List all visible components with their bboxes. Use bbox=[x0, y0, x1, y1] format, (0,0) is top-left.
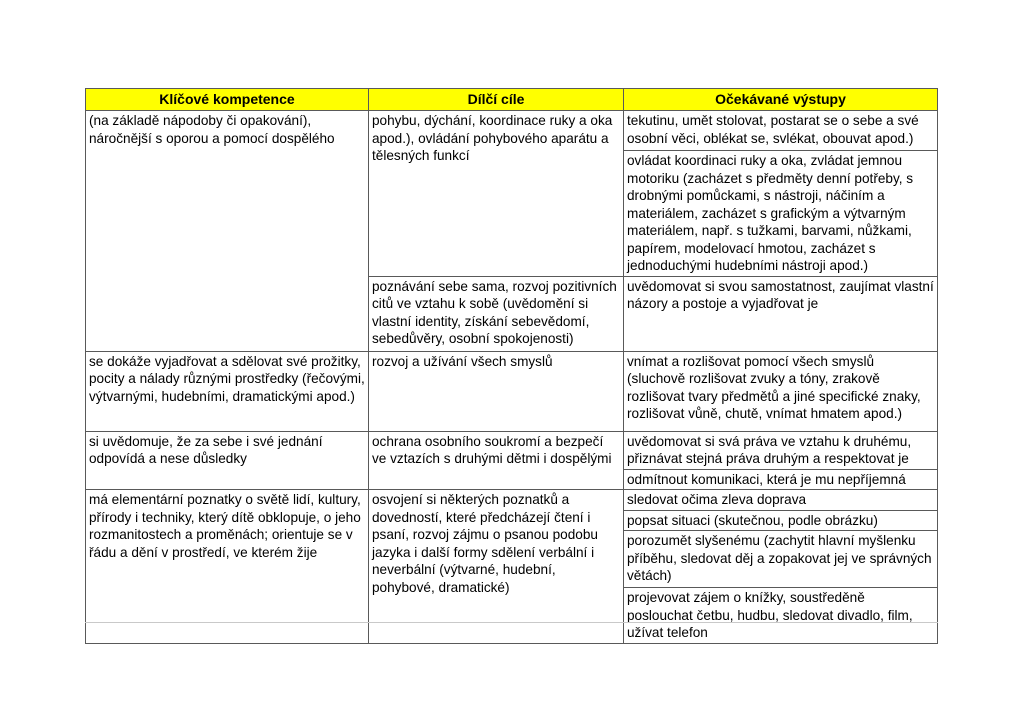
cell-cil-cteni-psani: osvojení si některých poznatků a dovedností, které předcházejí čtení i psaní, rozvoj zájmu o psanou podobu jazyka i další formy sdělení verbální i neverbální (výtvarné, hudební, pohybové, dramatické) bbox=[369, 490, 624, 644]
column-header-dilci-cile: Dílčí cíle bbox=[369, 89, 624, 111]
cell-vystup-sva-prava: uvědomovat si svá práva ve vztahu k druhému, přiznávat stejná práva druhým a respektovat je bbox=[624, 431, 938, 469]
cell-vystup-sledovat-ocima: sledovat očima zleva doprava bbox=[624, 490, 938, 511]
table-row bbox=[86, 431, 938, 469]
cell-vystup-koordinace-ruky-oka: ovládat koordinaci ruky a oka, zvládat jemnou motoriku (zacházet s předměty denní potřeby, s drobnými pomůckami, s nástroji, náčiním a materiálem, zacházet s grafickým a výtvarným materiálem, např. s tužkami, barvami, nůžkami, papírem, modelovací hmotou, zacházet s jednoduchými hudebními nástroji apod.) bbox=[624, 151, 938, 277]
table-row bbox=[86, 351, 938, 431]
next-page-row-faint-border bbox=[85, 622, 938, 623]
cell-kompetence-dusledky: si uvědomuje, že za sebe i své jednání odpovídá a nese důsledky bbox=[86, 431, 369, 490]
cell-vystup-popsat-situaci: popsat situaci (skutečnou, podle obrázku) bbox=[624, 510, 938, 531]
cell-cil-ochrana-soukromi: ochrana osobního soukromí a bezpečí ve vztazích s druhými dětmi i dospělými bbox=[369, 431, 624, 490]
column-header-ocekavane-vystupy: Očekávané výstupy bbox=[624, 89, 938, 111]
cell-vystup-samostatnost: uvědomovat si svou samostatnost, zaujímat vlastní názory a postoje a vyjadřovat je bbox=[624, 276, 938, 351]
cell-vystup-vnimani-smysly: vnímat a rozlišovat pomocí všech smyslů (sluchově rozlišovat zvuky a tóny, zrakově rozlišovat tvary předmětů a jiné specifické znaky, rozlišovat vůně, chutě, vnímat hmatem apod.) bbox=[624, 351, 938, 431]
cell-cil-rozvoj-smyslu: rozvoj a užívání všech smyslů bbox=[369, 351, 624, 431]
cell-vystup-odmitnout-komunikaci: odmítnout komunikaci, která je mu nepříjemná bbox=[624, 469, 938, 490]
curriculum-table bbox=[85, 88, 938, 644]
cell-kompetence-poznatky-o-svete: má elementární poznatky o světě lidí, kultury, přírody i techniky, který dítě obklopuje, o jeho rozmanitostech a proměnách; orientuje se v řádu a dění v prostředí, ve kterém žije bbox=[86, 490, 369, 644]
table-row bbox=[86, 111, 938, 151]
table-row bbox=[86, 490, 938, 511]
cell-vystup-zajem-o-knizky: projevovat zájem o knížky, soustředěně poslouchat četbu, hudbu, sledovat divadlo, film, užívat telefon bbox=[624, 588, 938, 644]
cell-vystup-porozumet-slysenemu: porozumět slyšenému (zachytit hlavní myšlenku příběhu, sledovat děj a zopakovat jej ve správných větách) bbox=[624, 531, 938, 588]
cell-cil-poznavani-sebe: poznávání sebe sama, rozvoj pozitivních citů ve vztahu k sobě (uvědomění si vlastní identity, získání sebevědomí, sebedůvěry, osobní spokojenosti) bbox=[369, 276, 624, 351]
cell-cil-pohyb: pohybu, dýchání, koordinace ruky a oka apod.), ovládání pohybového aparátu a tělesných funkcí bbox=[369, 111, 624, 277]
column-header-klicove-kompetence: Klíčové kompetence bbox=[86, 89, 369, 111]
cell-vystup-tekutina-stolovani: tekutinu, umět stolovat, postarat se o sebe a své osobní věci, oblékat se, svlékat, obouvat apod.) bbox=[624, 111, 938, 151]
header-row bbox=[86, 89, 938, 111]
cell-kompetence-napodoba: (na základě nápodoby či opakování), náročnější s oporou a pomocí dospělého bbox=[86, 111, 369, 352]
cell-kompetence-vyjadrovani: se dokáže vyjadřovat a sdělovat své prožitky, pocity a nálady různými prostředky (řečovými, výtvarnými, hudebními, dramatickými apod.) bbox=[86, 351, 369, 431]
